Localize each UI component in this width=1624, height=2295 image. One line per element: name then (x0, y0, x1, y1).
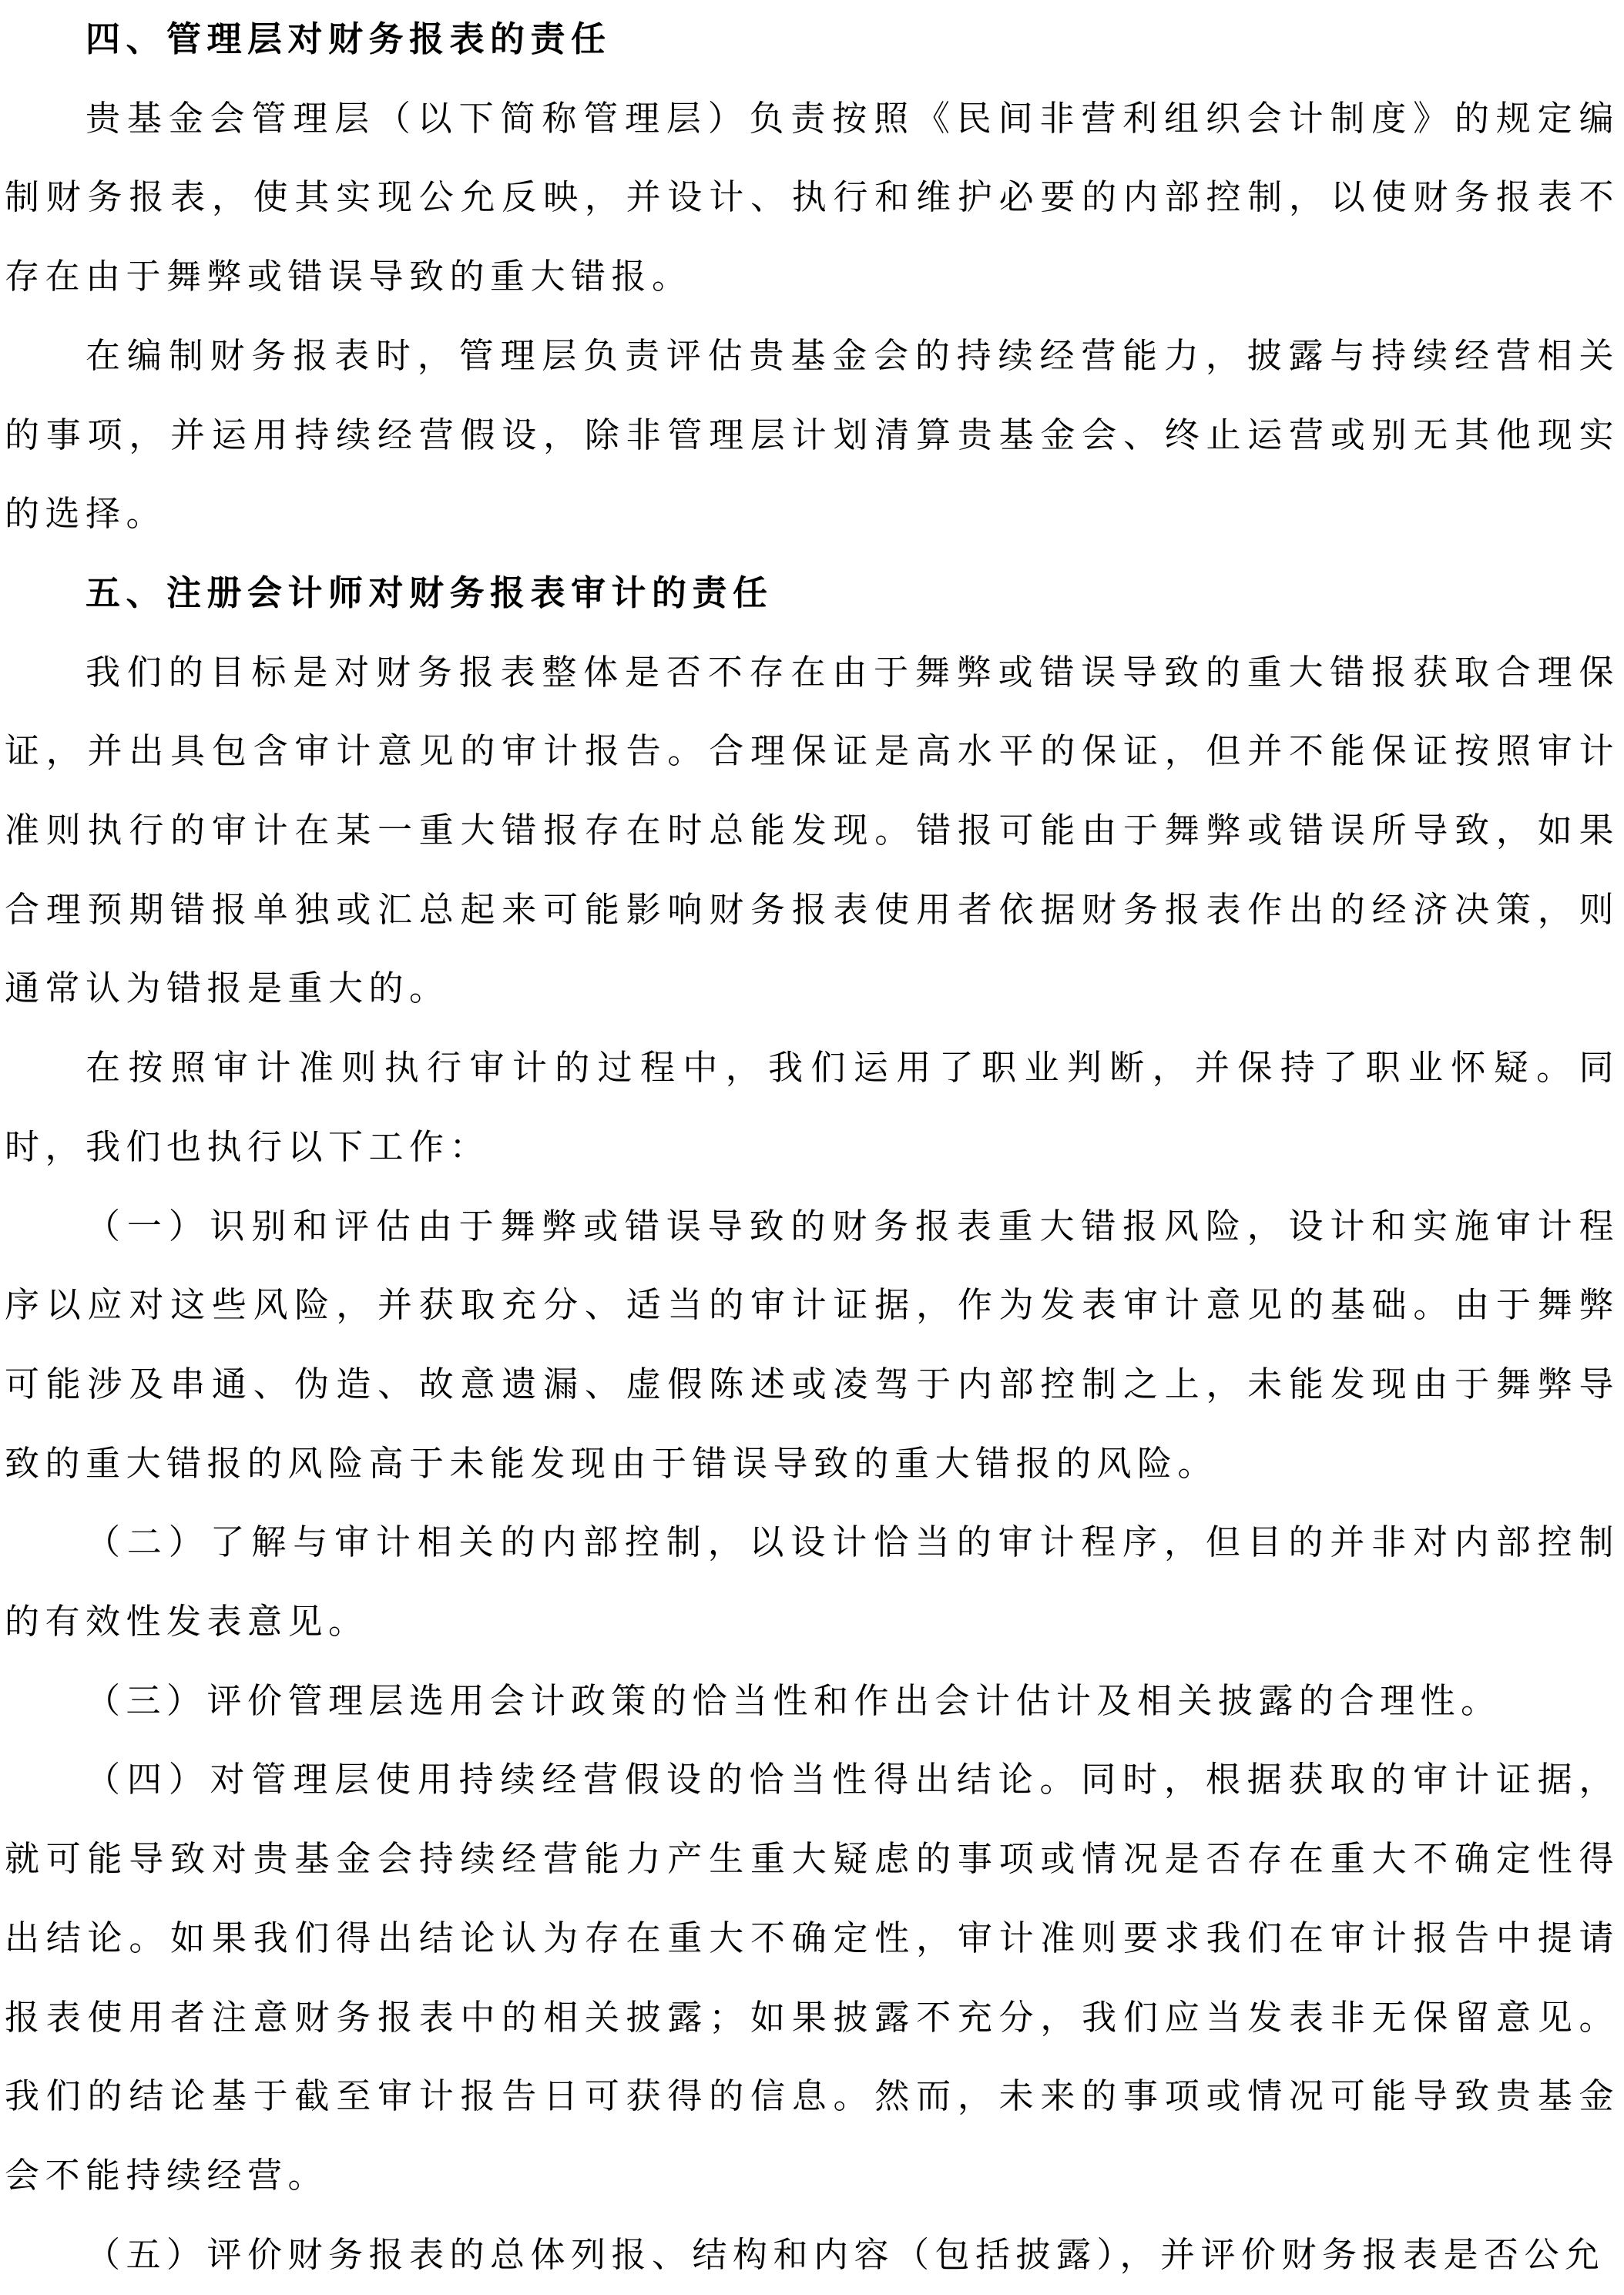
paragraph-item-2-internal-control: （二）了解与审计相关的内部控制，以设计恰当的审计程序，但目的并非对内部控制的有效性发表意见。 (5, 1523, 1619, 1642)
paragraph-item-4-going-concern-conclusion: （四）对管理层使用持续经营假设的恰当性得出结论。同时，根据获取的审计证据，就可能导致对贵基金会持续经营能力产生重大疑虑的事项或情况是否存在重大不确定性得出结论。如果我们得出结论认为存在重大不确定性，审计准则要求我们在审计报告中提请报表使用者注意财务报表中的相关披露；如果披露不充分，我们应当发表非无保留意见。我们的结论基于截至审计报告日可获得的信息。然而，未来的事项或情况可能导致贵基金会不能持续经营。 (5, 1760, 1619, 2195)
paragraph-professional-judgment: 在按照审计准则执行审计的过程中，我们运用了职业判断，并保持了职业怀疑。同时，我们也执行以下工作： (5, 1049, 1619, 1166)
paragraph-auditor-objective: 我们的目标是对财务报表整体是否不存在由于舞弊或错误导致的重大错报获取合理保证，并出具包含审计意见的审计报告。合理保证是高水平的保证，但并不能保证按照审计准则执行的审计在某一重大错报存在时总能发现。错报可能由于舞弊或错误所导致，如果合理预期错报单独或汇总起来可能影响财务报表使用者依据财务报表作出的经济决策，则通常认为错报是重大的。 (5, 653, 1619, 1008)
section-heading-management-responsibility: 四、管理层对财务报表的责任 (86, 20, 612, 59)
paragraph-item-1-identify-risks: （一）识别和评估由于舞弊或错误导致的财务报表重大错报风险，设计和实施审计程序以应对这些风险，并获取充分、适当的审计证据，作为发表审计意见的基础。由于舞弊可能涉及串通、伪造、故意遗漏、虚假陈述或凌驾于内部控制之上，未能发现由于舞弊导致的重大错报的风险高于未能发现由于错误导致的重大错报的风险。 (5, 1206, 1619, 1483)
paragraph-management-going-concern: 在编制财务报表时，管理层负责评估贵基金会的持续经营能力，披露与持续经营相关的事项，并运用持续经营假设，除非管理层计划清算贵基金会、终止运营或别无其他现实的选择。 (5, 336, 1619, 534)
paragraph-management-prepare-statements: 贵基金会管理层（以下简称管理层）负责按照《民间非营利组织会计制度》的规定编制财务报表，使其实现公允反映，并设计、执行和维护必要的内部控制，以使财务报表不存在由于舞弊或错误导致的重大错报。 (5, 99, 1619, 297)
paragraph-item-5-overall-presentation: （五）评价财务报表的总体列报、结构和内容（包括披露），并评价财务报表是否公允 (86, 2235, 1606, 2274)
section-heading-auditor-responsibility: 五、注册会计师对财务报表审计的责任 (86, 573, 773, 612)
paragraph-item-3-accounting-policies: （三）评价管理层选用会计政策的恰当性和作出会计估计及相关披露的合理性。 (86, 1681, 1502, 1720)
